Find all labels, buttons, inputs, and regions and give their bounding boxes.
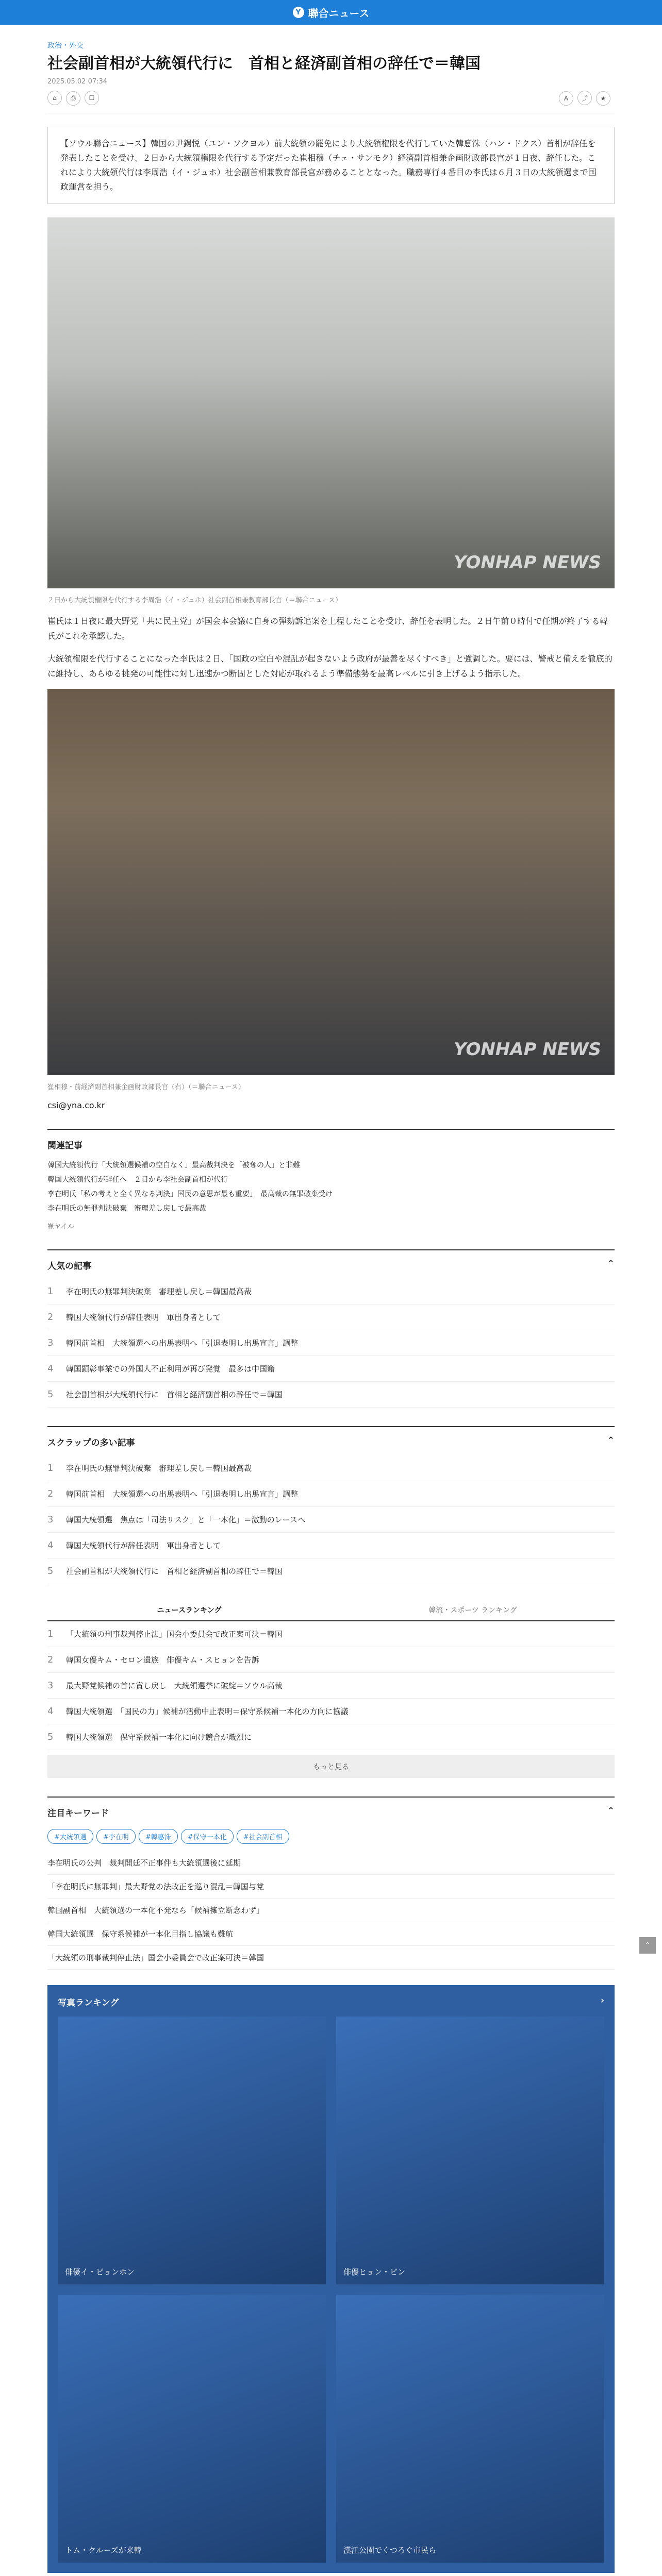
section-title: 人気の記事 (47, 1261, 91, 1272)
popular-articles (47, 1249, 615, 1408)
list-item[interactable]: 2 韓国前首相 大統領選への出馬表明へ「引退表明し出馬宣言」調整 (47, 1481, 615, 1507)
photo-card[interactable] (58, 2016, 326, 2284)
article-summary: 【ソウル聯合ニュース】韓国の尹錫悦（ユン・ソクヨル）前大統領の罷免により大統領権限を代行していた韓悳洙（ハン・ドクス）首相が辞任を発表したことを受け、２日から大統領権限を代行する予定だった崔相穆（チェ・サンモク）経済副首相兼企画財政部長官が１日夜、辞任した。これにより大統領代行は李周浩（イ・ジュホ）社会副首相兼教育部長官が務めることとなった。職務専行４番目の李氏は６月３日の大統領選まで国政運営を担う。 (47, 127, 615, 204)
list-item-text: 社会副首相が大統領代行に 首相と経済副首相の辞任で＝韓国 (66, 1389, 283, 1399)
keyword-tag[interactable]: #大統領選 (47, 1829, 93, 1844)
article-paragraph: 大統領権限を代行することになった李氏は２日、「国政の空白や混乱が起きないよう政府が最善を尽くすべき」と強調した。要には、警戒と備えを徹底的に維持し、あらゆる挑発の可能性に対し迅速かつ断固とした対応が取れるよう準備態勢を最高レベルに引き上げるよう指示した。 (47, 653, 613, 679)
list-item[interactable]: 1 李在明氏の無罪判決破棄 審理差し戻し＝韓国最高裁 (47, 1279, 615, 1304)
list-item[interactable]: 「大統領の刑事裁判停止法」国会小委員会で改正案可決＝韓国 (47, 1946, 615, 1970)
photo-card-label: トム・クルーズが来韓 (65, 2545, 142, 2555)
list-item-text: 韓国前首相 大統領選への出馬表明へ「引退表明し出馬宣言」調整 (66, 1338, 299, 1348)
photo-card[interactable] (336, 2295, 604, 2563)
list-item[interactable]: 韓国大統領選 保守系候補が一本化目指し協議も難航 (47, 1922, 615, 1946)
list-item[interactable]: 5 韓国大統領選 保守系候補一本化に向け競合が熾烈に (47, 1724, 615, 1750)
print-icon[interactable]: ⎙ (66, 91, 80, 106)
keyword-tag[interactable]: #保守一本化 (181, 1829, 234, 1844)
list-item[interactable]: 3 最大野党候補の首に賞し戻し 大統領選挙に破綻＝ソウル高裁 (47, 1673, 615, 1699)
list-item[interactable]: 2 韓国女優キム・セロン遺族 俳優キム・スヒョンを告訴 (47, 1647, 615, 1673)
author-name[interactable]: 崔ヤイル (47, 1223, 74, 1231)
list-item[interactable]: 5 社会副首相が大統領代行に 首相と経済副首相の辞任で＝韓国 (47, 1558, 615, 1584)
tab-news-ranking[interactable]: ニュースランキング (157, 1606, 222, 1615)
ranking-tabs (47, 1600, 615, 1621)
list-item-text: 李在明氏の無罪判決破棄 審理差し戻し＝韓国最高裁 (66, 1286, 252, 1296)
chevron-up-icon[interactable]: ⌃ (607, 1805, 615, 1816)
chevron-up-icon[interactable]: ⌃ (607, 1258, 615, 1269)
scrap-articles (47, 1426, 615, 1584)
photo-ranking (47, 1985, 615, 2573)
list-item[interactable]: 4 韓国大統領代行が辞任表明 軍出身者として (47, 1533, 615, 1558)
list-item-text: 李在明氏の無罪判決破棄 審理差し戻し＝韓国最高裁 (66, 1463, 252, 1473)
related-list (47, 1158, 615, 1216)
list-item[interactable]: 韓国副首相 大統領選の一本化不発なら「候補擁立断念わず」 (47, 1899, 615, 1922)
photo-card[interactable] (336, 2016, 604, 2284)
tab-hallyu-ranking[interactable]: 韓流・スポーツ ランキング (428, 1606, 517, 1615)
more-button[interactable]: もっと見る (47, 1755, 615, 1778)
keyword-tag[interactable]: #李在明 (96, 1829, 136, 1844)
scrap-icon[interactable]: ☐ (85, 91, 99, 105)
list-item-text: 最大野党候補の首に賞し戻し 大統領選挙に破綻＝ソウル高裁 (66, 1681, 283, 1690)
keyword-tag[interactable]: #社会副首相 (237, 1829, 289, 1844)
list-item[interactable]: 1 「大統領の刑事裁判停止法」国会小委員会で改正案可決＝韓国 (47, 1621, 615, 1647)
related-articles (47, 1129, 615, 1231)
related-item[interactable]: 李在明氏「私の考えと全く異なる判決」国民の意思が最も重要」 最高裁の無罪破棄受け (47, 1190, 333, 1198)
article-title: 社会副首相が大統領代行に 首相と経済副首相の辞任で＝韓国 (47, 55, 481, 73)
list-item-text: 韓国大統領選 「国民の力」候補が活動中止表明＝保守系候補一本化の方向に協議 (66, 1706, 349, 1716)
watermark: YONHAP NEWS (454, 1039, 601, 1060)
list-item[interactable]: 李在明氏の公判 裁判開廷不正事件も大統領選後に延期 (47, 1851, 615, 1875)
section-title: 注目キーワード (47, 1808, 109, 1819)
top-bar (0, 0, 662, 25)
article-photo-1[interactable] (47, 217, 615, 588)
site-name: 聯合ニュース (308, 7, 370, 20)
photo-caption-2: 崔相穆・前経済副首相兼企画財政部長官（右）（＝聯合ニュース） (47, 1083, 245, 1091)
share-icon[interactable]: ⤴ (577, 91, 592, 105)
article-date: 2025.05.02 07:34 (47, 78, 108, 86)
list-item[interactable]: 3 韓国大統領選 焦点は「司法リスク」と「一本化」＝激動のレースへ (47, 1507, 615, 1533)
watermark: YONHAP NEWS (454, 552, 601, 573)
scroll-top-icon[interactable]: ⌃ (639, 1937, 656, 1954)
photo-card-label: 俳優イ・ビョンホン (65, 2267, 135, 2277)
article-paragraph: 崔氏は１日夜に最大野党「共に民主党」が国会本会議に自身の弾劾訴追案を上程したことを受け、辞任を表明した。２日午前０時付で任期が終了する韓氏がこれを承認した。 (47, 616, 608, 641)
related-item[interactable]: 李在明氏の無罪判決破棄 審理差し戻しで最高裁 (47, 1204, 206, 1213)
chevron-up-icon[interactable]: ⌃ (607, 1435, 615, 1446)
list-item-text: 韓国前首相 大統領選への出馬表明へ「引退表明し出馬宣言」調整 (66, 1489, 299, 1499)
font-size-icon[interactable]: A (559, 91, 573, 106)
related-item[interactable]: 韓国大統領代行「大統領選候補の空白なく」最高裁判決を「被奪の人」と非難 (47, 1161, 300, 1170)
list-item-text: 韓国大統領代行が辞任表明 軍出身者として (66, 1312, 221, 1322)
keyword-tag[interactable]: #韓悳洙 (139, 1829, 178, 1844)
author-email[interactable]: csi@yna.co.kr (47, 1100, 105, 1110)
list-item[interactable]: 4 韓国顕彰事業での外国人不正利用が再び発覚 最多は中国籍 (47, 1356, 615, 1382)
photo-card-label: 漢江公園でくつろぐ市民ら (343, 2545, 437, 2555)
section-title: スクラップの多い記事 (47, 1437, 135, 1448)
site-logo[interactable] (293, 5, 370, 20)
keyword-tags (47, 1826, 615, 1844)
home-icon[interactable]: ⌂ (47, 91, 62, 105)
list-item[interactable]: 1 李在明氏の無罪判決破棄 審理差し戻し＝韓国最高裁 (47, 1455, 615, 1481)
news-ranking-list (47, 1621, 615, 1750)
list-item[interactable]: 「李在明氏に無罪判」最大野党の法改正を巡り混乱＝韓国与党 (47, 1875, 615, 1899)
category-label[interactable]: 政治・外交 (47, 42, 84, 50)
list-item[interactable]: 3 韓国前首相 大統領選への出馬表明へ「引退表明し出馬宣言」調整 (47, 1330, 615, 1356)
section-title: 関連記事 (47, 1140, 82, 1151)
photo-card-label: 俳優ヒョン・ビン (343, 2267, 406, 2277)
list-item[interactable]: 4 韓国大統領選 「国民の力」候補が活動中止表明＝保守系候補一本化の方向に協議 (47, 1699, 615, 1724)
list-item-text: 「大統領の刑事裁判停止法」国会小委員会で改正案可決＝韓国 (66, 1629, 283, 1639)
chevron-right-icon[interactable]: › (600, 1995, 604, 2006)
list-item-text: 韓国女優キム・セロン遺族 俳優キム・スヒョンを告訴 (66, 1655, 259, 1665)
list-item-text: 韓国大統領選 保守系候補一本化に向け競合が熾烈に (66, 1732, 252, 1742)
section-title: 写真ランキング (58, 1997, 119, 2008)
list-item-text: 韓国大統領代行が辞任表明 軍出身者として (66, 1540, 221, 1550)
photo-caption-1: ２日から大統領権限を代行する李周浩（イ・ジュホ）社会副首相兼教育部長官（＝聯合ニュース） (47, 596, 342, 604)
list-item-text: 社会副首相が大統領代行に 首相と経済副首相の辞任で＝韓国 (66, 1566, 283, 1576)
keyword-articles (47, 1851, 615, 1970)
list-item[interactable]: 5 社会副首相が大統領代行に 首相と経済副首相の辞任で＝韓国 (47, 1382, 615, 1408)
logo-icon: Y (293, 7, 304, 18)
list-item-text: 韓国大統領選 焦点は「司法リスク」と「一本化」＝激動のレースへ (66, 1515, 305, 1524)
bookmark-icon[interactable]: ★ (596, 91, 610, 106)
list-item[interactable]: 2 韓国大統領代行が辞任表明 軍出身者として (47, 1304, 615, 1330)
related-item[interactable]: 韓国大統領代行が辞任へ ２日から李社会副首相が代行 (47, 1175, 228, 1184)
keywords-section (47, 1797, 615, 1970)
article-toolbar (47, 91, 615, 113)
photo-card[interactable] (58, 2295, 326, 2563)
article-photo-2[interactable] (47, 689, 615, 1075)
list-item-text: 韓国顕彰事業での外国人不正利用が再び発覚 最多は中国籍 (66, 1364, 275, 1374)
